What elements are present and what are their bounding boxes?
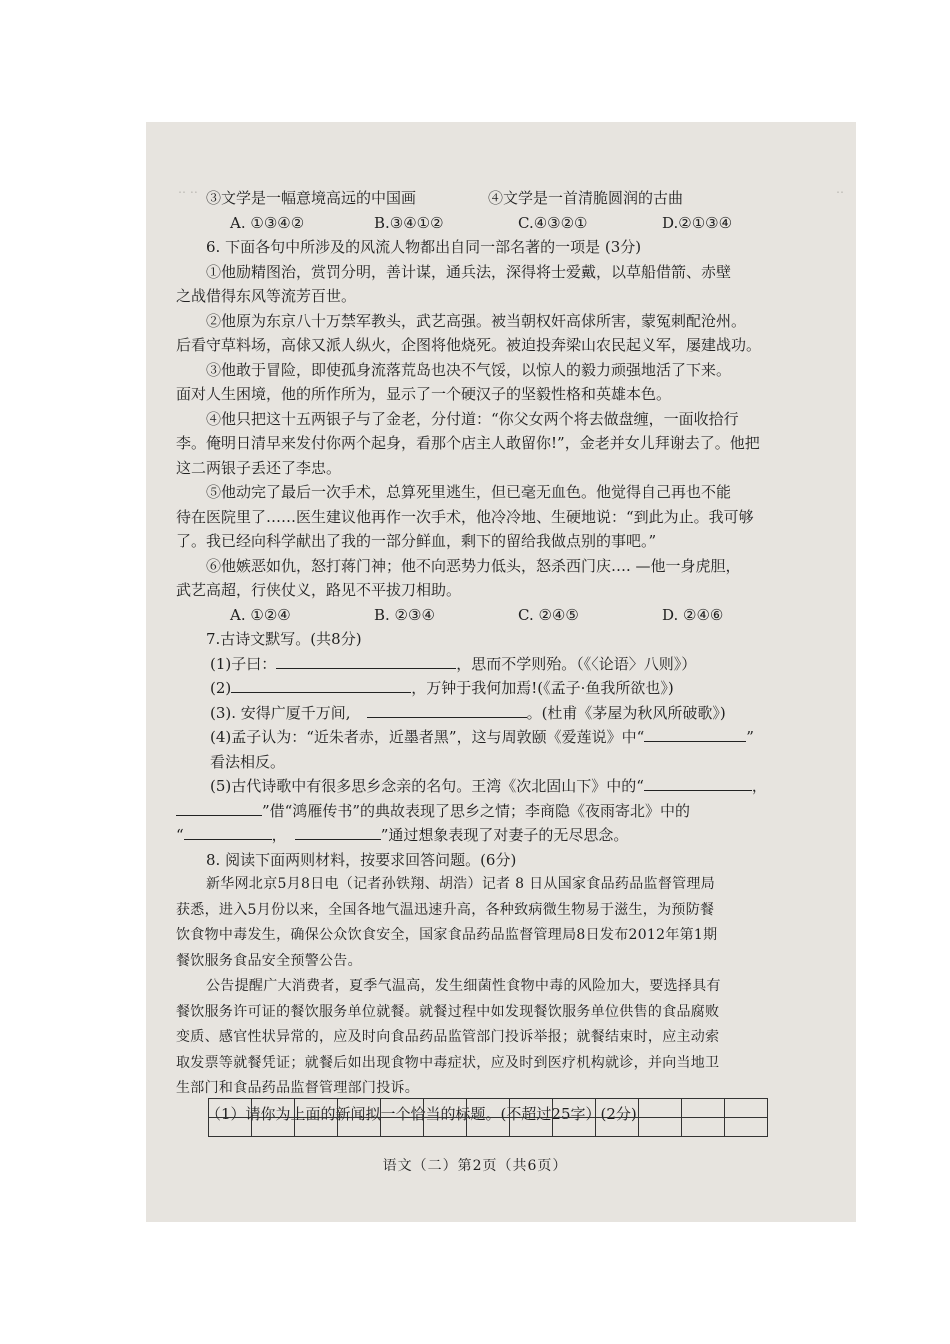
answer-blank[interactable] bbox=[231, 676, 411, 693]
grid-cell[interactable] bbox=[596, 1099, 639, 1118]
grid-cell[interactable] bbox=[639, 1099, 682, 1118]
answer-grid[interactable] bbox=[208, 1098, 768, 1137]
grid-cell[interactable] bbox=[338, 1118, 381, 1137]
q6-item6: ⑥他嫉恶如仇，怒打蒋门神；他不向恶势力低头，怒杀西门庆…. —他一身虎胆， bbox=[206, 556, 741, 575]
option-d: D. ②④⑥ bbox=[662, 605, 724, 624]
grid-cell[interactable] bbox=[467, 1099, 510, 1118]
q6-item4: ④他只把这十五两银子与了金老，分付道：“你父女两个将去做盘缠，一面收拾行 bbox=[206, 409, 739, 428]
answer-blank[interactable] bbox=[295, 823, 381, 840]
option-d: D.②①③④ bbox=[662, 213, 733, 232]
option-c: C.④③②① bbox=[518, 213, 588, 232]
grid-cell[interactable] bbox=[381, 1118, 424, 1137]
q6-item2: ②他原为东京八十万禁军教头，武艺高强。被当朝权奸高俅所害，蒙冤刺配沧州。 bbox=[206, 311, 747, 330]
grid-cell[interactable] bbox=[510, 1099, 553, 1118]
news-material-1: 新华网北京5月8日电（记者孙铁翔、胡浩）记者 8 日从国家食品药品监督管理局 获悉，进入5月份以来，全国各地气温迅速升高，各种致病微生物易于滋生，为预防餐 饮食物中毒发生，确保公众饮食安全，国家食品药品监督管理局8日发布2012年第1期 餐饮服务食品安全预警公告。 bbox=[176, 876, 718, 969]
option-c: C. ②④⑤ bbox=[518, 605, 579, 624]
news-material-2: 公告提醒广大消费者，夏季气温高，发生细菌性食物中毒的风险加大，要选择具有 餐饮服务许可证的餐饮服务单位就餐。就餐过程中如发现餐饮服务单位供售的食品腐败 变质、感官性状异常的，应及时向食品药品监管部门投诉举报；就餐结束时，应主动索 取发票等就餐凭证；就餐后如出现食物中毒症状，应及时到医疗机构就诊，并向当地卫 生部门和食品药品监督管理部门投诉。 bbox=[176, 978, 721, 1096]
grid-cell[interactable] bbox=[295, 1099, 338, 1118]
q6-item3-cont: 面对人生困境，他的所作所为，显示了一个硬汉子的坚毅性格和英雄本色。 bbox=[176, 385, 672, 403]
bleed-through-mark: ‥ bbox=[836, 182, 845, 196]
q7-item5-cont: “ ， ”通过想象表现了对妻子的无尽思念。 bbox=[176, 823, 806, 848]
grid-cell[interactable] bbox=[682, 1118, 725, 1137]
q7-item4: (4)孟子认为：“近朱者赤，近墨者黑”，这与周敦颐《爱莲说》中“ ” bbox=[176, 725, 806, 750]
q7-item1: (1)子曰： ，思而不学则殆。（《〈论语〉八则》） bbox=[176, 652, 806, 677]
grid-cell[interactable] bbox=[467, 1118, 510, 1137]
answer-blank[interactable] bbox=[367, 701, 527, 718]
grid-cell[interactable] bbox=[424, 1118, 467, 1137]
grid-cell[interactable] bbox=[424, 1099, 467, 1118]
answer-blank[interactable] bbox=[184, 823, 272, 840]
grid-cell[interactable] bbox=[381, 1099, 424, 1118]
grid-cell[interactable] bbox=[553, 1118, 596, 1137]
grid-cell[interactable] bbox=[510, 1118, 553, 1137]
q7-item3: (3). 安得广厦千万间, 。(杜甫《茅屋为秋风所破歌》) bbox=[176, 701, 806, 726]
q6-item5-cont: 了。我已经向科学献出了我的一部分鲜血，剩下的留给我做点别的事吧。” bbox=[176, 532, 657, 550]
grid-cell[interactable] bbox=[639, 1118, 682, 1137]
q6-item2-cont: 后看守草料场，高俅又派人纵火，企图将他烧死。被迫投奔梁山农民起义军，屡建战功。 bbox=[176, 336, 762, 354]
q7-stem: 7.古诗文默写。(共8分) bbox=[206, 630, 362, 648]
q7-item4-cont: 看法相反。 bbox=[210, 752, 286, 771]
option-a: A. ①③④② bbox=[230, 213, 305, 232]
q6-stem: 6. 下面各句中所涉及的风流人物都出自同一部名著的一项是 (3分) bbox=[206, 238, 642, 256]
q5-options bbox=[176, 211, 806, 236]
grid-cell[interactable] bbox=[596, 1118, 639, 1137]
option-a: A. ①②④ bbox=[230, 605, 291, 624]
q8-sub1: （1）请你为上面的新闻拟一个恰当的标题。(不超过25字）(2分) bbox=[206, 1104, 637, 1123]
grid-cell[interactable] bbox=[252, 1118, 295, 1137]
page-footer: 语文（二）第2页（共6页） bbox=[382, 1158, 568, 1174]
q8-stem: 8. 阅读下面两则材料，按要求回答问题。(6分) bbox=[206, 850, 517, 869]
answer-blank[interactable] bbox=[176, 799, 262, 816]
exam-content bbox=[176, 186, 806, 1126]
q7-item2: (2) ，万钟于我何加焉!(《孟子·鱼我所欲也》) bbox=[176, 676, 806, 701]
q6-item1-cont: 之战借得东风等流芳百世。 bbox=[176, 287, 357, 305]
grid-cell[interactable] bbox=[338, 1099, 381, 1118]
grid-cell[interactable] bbox=[295, 1118, 338, 1137]
answer-blank[interactable] bbox=[276, 652, 456, 669]
grid-cell[interactable] bbox=[682, 1099, 725, 1118]
grid-cell[interactable] bbox=[725, 1118, 768, 1137]
q6-item1: ①他励精图治，赏罚分明，善计谋，通兵法，深得将士爱戴，以草船借箭、赤壁 bbox=[206, 262, 732, 281]
bleed-through-mark: ‥ ‥ bbox=[178, 182, 198, 196]
q6-options bbox=[176, 603, 806, 628]
q6-item5: ⑤他动完了最后一次手术，总算死里逃生，但已毫无血色。他觉得自己再也不能 bbox=[206, 483, 732, 501]
grid-cell[interactable] bbox=[725, 1099, 768, 1118]
q7-item5: (5)古代诗歌中有很多思乡念亲的名句。王湾《次北固山下》中的“ ， bbox=[176, 774, 806, 799]
grid-cell[interactable] bbox=[252, 1099, 295, 1118]
option-b: B.③④①② bbox=[374, 213, 444, 232]
answer-blank[interactable] bbox=[644, 774, 752, 791]
q6-item4-cont: 这二两银子丢还了李忠。 bbox=[176, 458, 342, 477]
option-b: B. ②③④ bbox=[374, 605, 435, 624]
q6-item3: ③他敢于冒险，即使孤身流落荒岛也决不气馁，以惊人的毅力顽强地活了下来。 bbox=[206, 360, 732, 379]
grid-cell[interactable] bbox=[209, 1118, 252, 1137]
grid-cell[interactable] bbox=[553, 1099, 596, 1118]
option-row: ③文学是一幅意境高远的中国画 ④文学是一首清脆圆润的古曲 bbox=[206, 189, 684, 207]
q6-item4-cont: 李。俺明日清早来发付你两个起身，看那个店主人敢留你!”，金老并女儿拜谢去了。他把 bbox=[176, 434, 760, 452]
q6-item5-cont: 待在医院里了……医生建议他再作一次手术，他冷冷地、生硬地说：“到此为止。我可够 bbox=[176, 507, 754, 526]
answer-blank[interactable] bbox=[644, 725, 746, 742]
q7-item5-cont: ”借“鸿雁传书”的典故表现了思乡之情；李商隐《夜雨寄北》中的 bbox=[176, 799, 806, 824]
grid-cell[interactable] bbox=[209, 1099, 252, 1118]
q6-item6-cont: 武艺高超，行侠仗义，路见不平拔刀相助。 bbox=[176, 581, 462, 599]
